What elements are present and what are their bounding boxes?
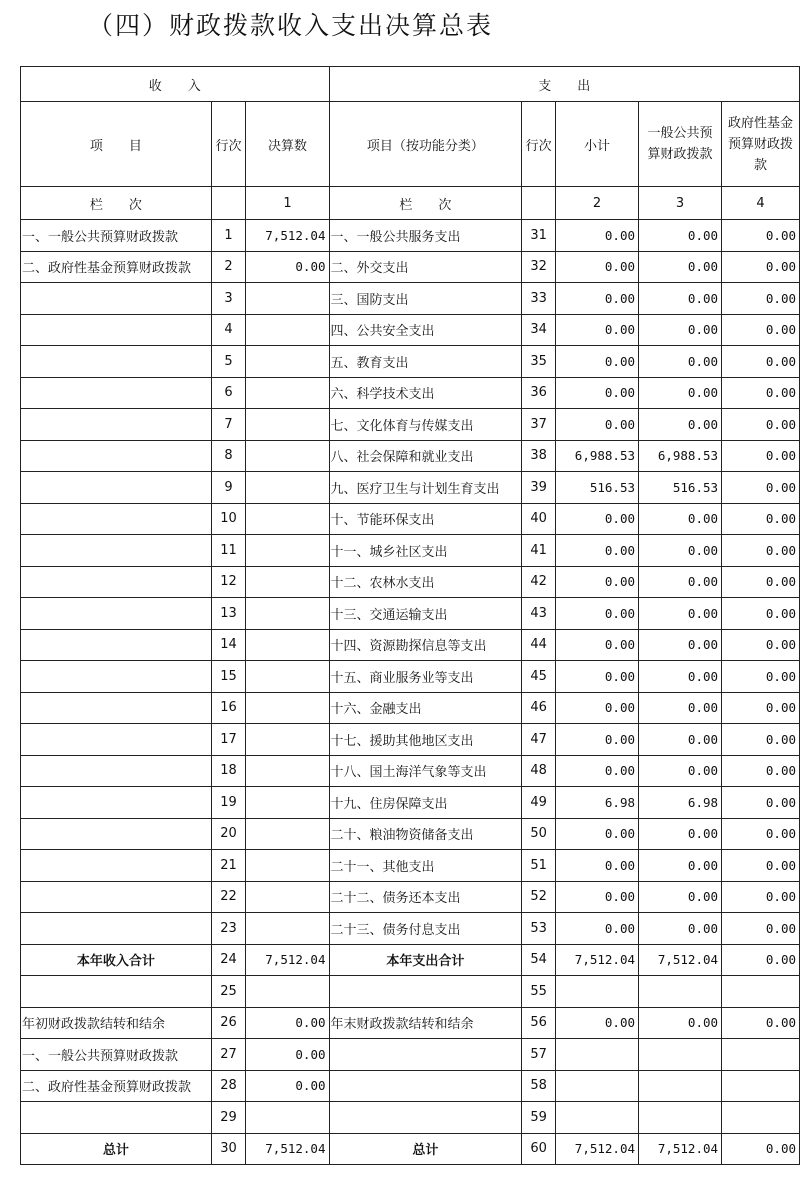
fund-budget-cell: 0.00 bbox=[722, 598, 800, 630]
income-amount-cell bbox=[246, 566, 329, 598]
income-item-cell bbox=[21, 661, 212, 693]
income-item-cell bbox=[21, 440, 212, 472]
income-row-no-cell: 29 bbox=[211, 1102, 246, 1134]
expense-item-cell: 二十、粮油物资储备支出 bbox=[329, 818, 522, 850]
expense-item-cell: 二十三、债务付息支出 bbox=[329, 913, 522, 945]
expense-section-header: 支 出 bbox=[329, 67, 800, 102]
subtotal-cell: 0.00 bbox=[556, 314, 639, 346]
expense-item-cell: 十九、住房保障支出 bbox=[329, 787, 522, 819]
table-row bbox=[21, 818, 800, 850]
subtotal-cell: 6,988.53 bbox=[556, 440, 639, 472]
income-amount-cell bbox=[246, 850, 329, 882]
expense-item-cell: 本年支出合计 bbox=[329, 944, 522, 976]
income-item-cell bbox=[21, 913, 212, 945]
expense-row-no-cell: 37 bbox=[522, 409, 556, 441]
expense-row-no-cell: 43 bbox=[522, 598, 556, 630]
fund-budget-cell: 0.00 bbox=[722, 314, 800, 346]
fund-budget-cell bbox=[722, 1039, 800, 1071]
expense-row-no-cell: 44 bbox=[522, 629, 556, 661]
fund-budget-cell: 0.00 bbox=[722, 1007, 800, 1039]
expense-row-no-cell: 50 bbox=[522, 818, 556, 850]
income-row-no-cell: 3 bbox=[211, 283, 246, 315]
general-budget-cell: 0.00 bbox=[639, 661, 722, 693]
income-item-cell bbox=[21, 283, 212, 315]
income-amount-cell bbox=[246, 818, 329, 850]
general-budget-cell: 0.00 bbox=[639, 535, 722, 567]
general-budget-cell: 0.00 bbox=[639, 724, 722, 756]
income-row-no-cell: 19 bbox=[211, 787, 246, 819]
income-row-no-cell: 26 bbox=[211, 1007, 246, 1039]
income-item-cell bbox=[21, 755, 212, 787]
table-row bbox=[21, 598, 800, 630]
income-item-cell bbox=[21, 535, 212, 567]
income-row-no-cell: 16 bbox=[211, 692, 246, 724]
income-row-no-cell: 17 bbox=[211, 724, 246, 756]
subtotal-cell bbox=[556, 1070, 639, 1102]
income-item-cell: 二、政府性基金预算财政拨款 bbox=[21, 1070, 212, 1102]
general-budget-cell bbox=[639, 1039, 722, 1071]
fund-budget-cell: 0.00 bbox=[722, 346, 800, 378]
income-amount-cell bbox=[246, 692, 329, 724]
income-item-cell bbox=[21, 850, 212, 882]
subtotal-cell: 0.00 bbox=[556, 409, 639, 441]
income-amount-cell bbox=[246, 440, 329, 472]
income-row-no-cell: 10 bbox=[211, 503, 246, 535]
expense-item-cell: 八、社会保障和就业支出 bbox=[329, 440, 522, 472]
table-row bbox=[21, 661, 800, 693]
expense-item-header: 项目（按功能分类） bbox=[329, 102, 522, 187]
expense-item-cell bbox=[329, 1039, 522, 1071]
subtotal-cell: 0.00 bbox=[556, 661, 639, 693]
expense-item-cell: 十六、金融支出 bbox=[329, 692, 522, 724]
income-item-cell bbox=[21, 314, 212, 346]
subtotal-cell: 0.00 bbox=[556, 598, 639, 630]
table-row bbox=[21, 1102, 800, 1134]
income-amount-cell bbox=[246, 314, 329, 346]
income-amount-cell: 7,512.04 bbox=[246, 944, 329, 976]
income-amount-cell: 7,512.04 bbox=[246, 1133, 329, 1165]
fund-budget-cell: 0.00 bbox=[722, 913, 800, 945]
income-row-no-header: 行次 bbox=[211, 102, 246, 187]
expense-item-cell: 十五、商业服务业等支出 bbox=[329, 661, 522, 693]
fund-budget-cell: 0.00 bbox=[722, 787, 800, 819]
expense-row-no-cell: 54 bbox=[522, 944, 556, 976]
expense-row-no-cell: 45 bbox=[522, 661, 556, 693]
income-item-cell bbox=[21, 724, 212, 756]
subtotal-cell: 6.98 bbox=[556, 787, 639, 819]
income-item-cell: 二、政府性基金预算财政拨款 bbox=[21, 251, 212, 283]
general-budget-cell: 0.00 bbox=[639, 377, 722, 409]
subtotal-cell: 0.00 bbox=[556, 881, 639, 913]
income-amount-cell: 0.00 bbox=[246, 1039, 329, 1071]
general-budget-cell: 0.00 bbox=[639, 881, 722, 913]
table-row bbox=[21, 283, 800, 315]
expense-row-no-cell: 39 bbox=[522, 472, 556, 504]
fund-budget-cell: 0.00 bbox=[722, 566, 800, 598]
subtotal-cell: 516.53 bbox=[556, 472, 639, 504]
income-amount-cell bbox=[246, 503, 329, 535]
table-row bbox=[21, 314, 800, 346]
table-row bbox=[21, 944, 800, 976]
column-number-row bbox=[21, 187, 800, 220]
expense-row-no-cell: 34 bbox=[522, 314, 556, 346]
income-row-no-cell: 15 bbox=[211, 661, 246, 693]
subtotal-cell: 0.00 bbox=[556, 692, 639, 724]
fund-budget-header: 政府性基金预算财政拨款 bbox=[722, 102, 800, 187]
table-row bbox=[21, 535, 800, 567]
expense-row-no-cell: 47 bbox=[522, 724, 556, 756]
fund-budget-cell: 0.00 bbox=[722, 1133, 800, 1165]
subtotal-cell: 7,512.04 bbox=[556, 1133, 639, 1165]
income-row-no-cell: 20 bbox=[211, 818, 246, 850]
expense-row-no-cell: 42 bbox=[522, 566, 556, 598]
income-row-no-cell: 13 bbox=[211, 598, 246, 630]
general-budget-cell: 7,512.04 bbox=[639, 1133, 722, 1165]
income-item-cell: 本年收入合计 bbox=[21, 944, 212, 976]
fund-budget-cell: 0.00 bbox=[722, 440, 800, 472]
general-budget-cell: 0.00 bbox=[639, 598, 722, 630]
table-row bbox=[21, 1039, 800, 1071]
page-title: （四）财政拨款收入支出决算总表 bbox=[88, 11, 494, 40]
income-item-cell bbox=[21, 787, 212, 819]
expense-item-cell bbox=[329, 1070, 522, 1102]
income-amount-cell bbox=[246, 787, 329, 819]
income-amount-cell bbox=[246, 881, 329, 913]
fund-budget-cell: 0.00 bbox=[722, 503, 800, 535]
income-amount-cell bbox=[246, 283, 329, 315]
table-row bbox=[21, 440, 800, 472]
subtotal-cell: 0.00 bbox=[556, 818, 639, 850]
income-item-cell bbox=[21, 377, 212, 409]
income-amount-cell bbox=[246, 472, 329, 504]
general-budget-cell: 6.98 bbox=[639, 787, 722, 819]
expense-row-no-cell: 55 bbox=[522, 976, 556, 1008]
table-row bbox=[21, 692, 800, 724]
general-budget-cell: 516.53 bbox=[639, 472, 722, 504]
expense-row-no-cell: 31 bbox=[522, 220, 556, 252]
expense-row-no-cell: 52 bbox=[522, 881, 556, 913]
fund-budget-cell: 0.00 bbox=[722, 377, 800, 409]
expense-item-cell bbox=[329, 976, 522, 1008]
fund-budget-cell: 0.00 bbox=[722, 409, 800, 441]
table-row bbox=[21, 913, 800, 945]
fund-budget-cell: 0.00 bbox=[722, 251, 800, 283]
general-budget-cell bbox=[639, 1102, 722, 1134]
general-budget-header: 一般公共预算财政拨款 bbox=[639, 102, 722, 187]
subtotal-cell: 0.00 bbox=[556, 346, 639, 378]
table-row bbox=[21, 409, 800, 441]
subtotal-cell bbox=[556, 1102, 639, 1134]
section-header-row bbox=[21, 67, 800, 102]
col-1-number: 1 bbox=[246, 187, 329, 220]
general-budget-cell: 0.00 bbox=[639, 566, 722, 598]
income-amount-cell bbox=[246, 629, 329, 661]
expense-item-cell: 七、文化体育与传媒支出 bbox=[329, 409, 522, 441]
expense-item-cell: 十、节能环保支出 bbox=[329, 503, 522, 535]
expense-row-no-header: 行次 bbox=[522, 102, 556, 187]
column-header-row bbox=[21, 102, 800, 187]
subtotal-cell: 0.00 bbox=[556, 283, 639, 315]
col-3-number: 3 bbox=[639, 187, 722, 220]
table-row bbox=[21, 629, 800, 661]
income-row-no-cell: 8 bbox=[211, 440, 246, 472]
expense-item-cell: 十七、援助其他地区支出 bbox=[329, 724, 522, 756]
table-row bbox=[21, 1070, 800, 1102]
general-budget-cell: 0.00 bbox=[639, 913, 722, 945]
expense-row-no-cell: 32 bbox=[522, 251, 556, 283]
fund-budget-cell: 0.00 bbox=[722, 944, 800, 976]
income-row-no-cell: 11 bbox=[211, 535, 246, 567]
income-amount-cell: 7,512.04 bbox=[246, 220, 329, 252]
general-budget-cell bbox=[639, 1070, 722, 1102]
fund-budget-cell: 0.00 bbox=[722, 283, 800, 315]
income-row-no-cell: 25 bbox=[211, 976, 246, 1008]
income-amount-cell: 0.00 bbox=[246, 1007, 329, 1039]
general-budget-cell: 0.00 bbox=[639, 503, 722, 535]
subtotal-cell: 0.00 bbox=[556, 724, 639, 756]
income-amount-cell bbox=[246, 661, 329, 693]
income-item-cell bbox=[21, 346, 212, 378]
income-item-cell bbox=[21, 409, 212, 441]
subtotal-cell: 0.00 bbox=[556, 535, 639, 567]
general-budget-cell: 0.00 bbox=[639, 1007, 722, 1039]
income-row-no-cell: 2 bbox=[211, 251, 246, 283]
general-budget-cell: 0.00 bbox=[639, 629, 722, 661]
income-row-no-cell: 9 bbox=[211, 472, 246, 504]
income-amount-cell bbox=[246, 377, 329, 409]
general-budget-cell: 0.00 bbox=[639, 755, 722, 787]
income-item-cell: 总计 bbox=[21, 1133, 212, 1165]
fund-budget-cell: 0.00 bbox=[722, 629, 800, 661]
expense-row-no-cell: 53 bbox=[522, 913, 556, 945]
fund-budget-cell: 0.00 bbox=[722, 724, 800, 756]
fund-budget-cell: 0.00 bbox=[722, 535, 800, 567]
general-budget-cell: 0.00 bbox=[639, 283, 722, 315]
general-budget-cell: 0.00 bbox=[639, 346, 722, 378]
fund-budget-cell: 0.00 bbox=[722, 661, 800, 693]
subtotal-cell: 7,512.04 bbox=[556, 944, 639, 976]
fund-budget-cell bbox=[722, 1070, 800, 1102]
income-row-no-cell: 6 bbox=[211, 377, 246, 409]
general-budget-cell bbox=[639, 976, 722, 1008]
income-lanci-blank bbox=[211, 187, 246, 220]
general-budget-cell: 0.00 bbox=[639, 409, 722, 441]
expense-row-no-cell: 46 bbox=[522, 692, 556, 724]
expense-row-no-cell: 60 bbox=[522, 1133, 556, 1165]
income-item-header: 项 目 bbox=[21, 102, 212, 187]
income-row-no-cell: 23 bbox=[211, 913, 246, 945]
subtotal-cell: 0.00 bbox=[556, 629, 639, 661]
table-row bbox=[21, 377, 800, 409]
general-budget-cell: 7,512.04 bbox=[639, 944, 722, 976]
table-row bbox=[21, 850, 800, 882]
expense-item-cell: 二十二、债务还本支出 bbox=[329, 881, 522, 913]
fund-budget-cell bbox=[722, 1102, 800, 1134]
general-budget-cell: 0.00 bbox=[639, 692, 722, 724]
income-item-cell bbox=[21, 472, 212, 504]
income-amount-cell bbox=[246, 598, 329, 630]
expense-item-cell: 四、公共安全支出 bbox=[329, 314, 522, 346]
fund-budget-cell: 0.00 bbox=[722, 755, 800, 787]
income-row-no-cell: 18 bbox=[211, 755, 246, 787]
general-budget-cell: 0.00 bbox=[639, 314, 722, 346]
subtotal-cell bbox=[556, 1039, 639, 1071]
subtotal-cell: 0.00 bbox=[556, 377, 639, 409]
income-item-cell: 一、一般公共预算财政拨款 bbox=[21, 1039, 212, 1071]
table-row bbox=[21, 566, 800, 598]
income-amount-cell bbox=[246, 1102, 329, 1134]
income-amount-cell bbox=[246, 755, 329, 787]
income-row-no-cell: 22 bbox=[211, 881, 246, 913]
expense-item-cell bbox=[329, 1102, 522, 1134]
income-item-cell bbox=[21, 1102, 212, 1134]
expense-row-no-cell: 59 bbox=[522, 1102, 556, 1134]
expense-item-cell: 二十一、其他支出 bbox=[329, 850, 522, 882]
fund-budget-cell: 0.00 bbox=[722, 818, 800, 850]
expense-lanci-blank bbox=[522, 187, 556, 220]
table-row bbox=[21, 251, 800, 283]
income-amount-header: 决算数 bbox=[246, 102, 329, 187]
general-budget-cell: 0.00 bbox=[639, 818, 722, 850]
fund-budget-cell: 0.00 bbox=[722, 692, 800, 724]
expense-row-no-cell: 41 bbox=[522, 535, 556, 567]
expense-item-cell: 总计 bbox=[329, 1133, 522, 1165]
table-body bbox=[21, 220, 800, 1165]
income-row-no-cell: 5 bbox=[211, 346, 246, 378]
table-row bbox=[21, 724, 800, 756]
table-row bbox=[21, 220, 800, 252]
income-item-cell bbox=[21, 818, 212, 850]
subtotal-cell: 0.00 bbox=[556, 755, 639, 787]
income-row-no-cell: 7 bbox=[211, 409, 246, 441]
expense-item-cell: 十三、交通运输支出 bbox=[329, 598, 522, 630]
income-row-no-cell: 12 bbox=[211, 566, 246, 598]
income-item-cell bbox=[21, 881, 212, 913]
expense-item-cell: 十二、农林水支出 bbox=[329, 566, 522, 598]
expense-row-no-cell: 51 bbox=[522, 850, 556, 882]
expense-item-cell: 二、外交支出 bbox=[329, 251, 522, 283]
general-budget-cell: 6,988.53 bbox=[639, 440, 722, 472]
income-item-cell bbox=[21, 566, 212, 598]
income-amount-cell bbox=[246, 409, 329, 441]
income-amount-cell: 0.00 bbox=[246, 251, 329, 283]
expense-item-cell: 十八、国土海洋气象等支出 bbox=[329, 755, 522, 787]
income-row-no-cell: 27 bbox=[211, 1039, 246, 1071]
income-row-no-cell: 28 bbox=[211, 1070, 246, 1102]
income-item-cell bbox=[21, 598, 212, 630]
income-lanci-label: 栏 次 bbox=[21, 187, 212, 220]
subtotal-header: 小计 bbox=[556, 102, 639, 187]
subtotal-cell: 0.00 bbox=[556, 850, 639, 882]
expense-row-no-cell: 35 bbox=[522, 346, 556, 378]
col-2-number: 2 bbox=[556, 187, 639, 220]
fund-budget-cell: 0.00 bbox=[722, 881, 800, 913]
subtotal-cell: 0.00 bbox=[556, 503, 639, 535]
fund-budget-cell: 0.00 bbox=[722, 220, 800, 252]
expense-item-cell: 六、科学技术支出 bbox=[329, 377, 522, 409]
expense-item-cell: 九、医疗卫生与计划生育支出 bbox=[329, 472, 522, 504]
income-row-no-cell: 21 bbox=[211, 850, 246, 882]
expense-row-no-cell: 33 bbox=[522, 283, 556, 315]
fund-budget-cell bbox=[722, 976, 800, 1008]
col-4-number: 4 bbox=[722, 187, 800, 220]
income-section-header: 收 入 bbox=[21, 67, 330, 102]
table-row bbox=[21, 472, 800, 504]
income-row-no-cell: 24 bbox=[211, 944, 246, 976]
expense-item-cell: 十一、城乡社区支出 bbox=[329, 535, 522, 567]
subtotal-cell: 0.00 bbox=[556, 566, 639, 598]
general-budget-cell: 0.00 bbox=[639, 251, 722, 283]
subtotal-cell: 0.00 bbox=[556, 220, 639, 252]
income-item-cell bbox=[21, 692, 212, 724]
expense-lanci-label: 栏 次 bbox=[329, 187, 522, 220]
income-amount-cell bbox=[246, 346, 329, 378]
income-amount-cell bbox=[246, 724, 329, 756]
table-row bbox=[21, 1007, 800, 1039]
expense-row-no-cell: 58 bbox=[522, 1070, 556, 1102]
expense-row-no-cell: 49 bbox=[522, 787, 556, 819]
expense-row-no-cell: 40 bbox=[522, 503, 556, 535]
table-row bbox=[21, 787, 800, 819]
general-budget-cell: 0.00 bbox=[639, 850, 722, 882]
expense-row-no-cell: 56 bbox=[522, 1007, 556, 1039]
income-amount-cell bbox=[246, 976, 329, 1008]
income-row-no-cell: 30 bbox=[211, 1133, 246, 1165]
expense-item-cell: 三、国防支出 bbox=[329, 283, 522, 315]
income-item-cell: 一、一般公共预算财政拨款 bbox=[21, 220, 212, 252]
subtotal-cell: 0.00 bbox=[556, 1007, 639, 1039]
table-row bbox=[21, 976, 800, 1008]
subtotal-cell bbox=[556, 976, 639, 1008]
expense-item-cell: 年末财政拨款结转和结余 bbox=[329, 1007, 522, 1039]
table-row bbox=[21, 881, 800, 913]
fiscal-appropriation-table bbox=[20, 66, 800, 1165]
expense-row-no-cell: 38 bbox=[522, 440, 556, 472]
income-amount-cell bbox=[246, 913, 329, 945]
income-item-cell bbox=[21, 629, 212, 661]
expense-row-no-cell: 48 bbox=[522, 755, 556, 787]
expense-item-cell: 十四、资源勘探信息等支出 bbox=[329, 629, 522, 661]
income-row-no-cell: 14 bbox=[211, 629, 246, 661]
table-row bbox=[21, 755, 800, 787]
income-amount-cell: 0.00 bbox=[246, 1070, 329, 1102]
table-row bbox=[21, 503, 800, 535]
subtotal-cell: 0.00 bbox=[556, 913, 639, 945]
fund-budget-cell: 0.00 bbox=[722, 850, 800, 882]
income-row-no-cell: 4 bbox=[211, 314, 246, 346]
subtotal-cell: 0.00 bbox=[556, 251, 639, 283]
expense-item-cell: 一、一般公共服务支出 bbox=[329, 220, 522, 252]
expense-item-cell: 五、教育支出 bbox=[329, 346, 522, 378]
table-row bbox=[21, 1133, 800, 1165]
expense-row-no-cell: 57 bbox=[522, 1039, 556, 1071]
income-item-cell bbox=[21, 976, 212, 1008]
expense-row-no-cell: 36 bbox=[522, 377, 556, 409]
income-item-cell: 年初财政拨款结转和结余 bbox=[21, 1007, 212, 1039]
income-row-no-cell: 1 bbox=[211, 220, 246, 252]
table-row bbox=[21, 346, 800, 378]
income-item-cell bbox=[21, 503, 212, 535]
fund-budget-cell: 0.00 bbox=[722, 472, 800, 504]
income-amount-cell bbox=[246, 535, 329, 567]
general-budget-cell: 0.00 bbox=[639, 220, 722, 252]
